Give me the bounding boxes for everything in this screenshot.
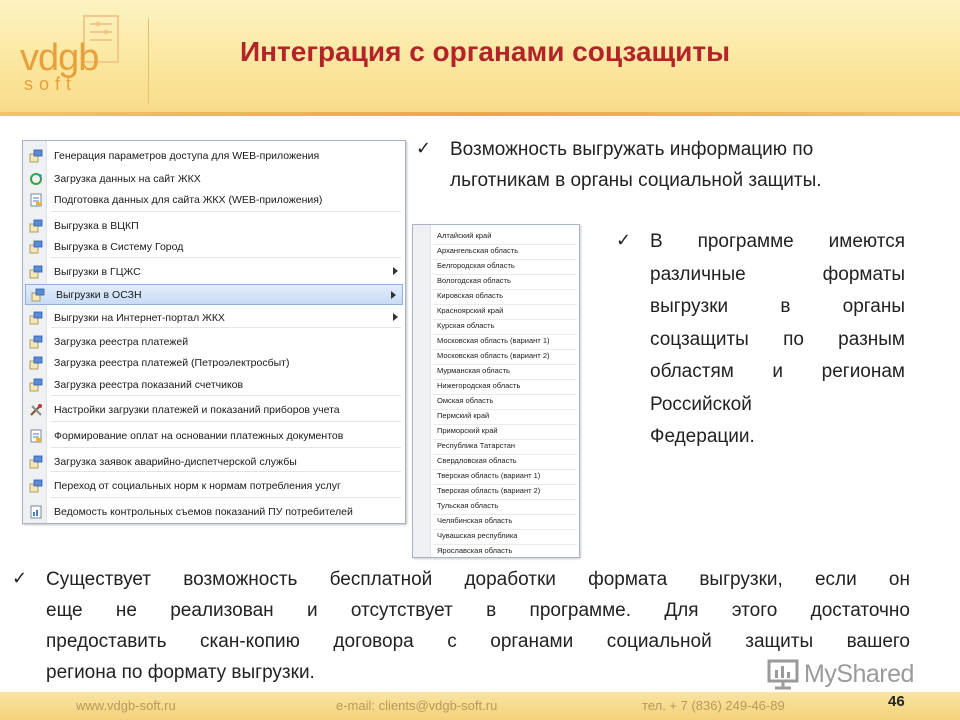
submenu-arrow-icon xyxy=(393,267,398,275)
menu-item[interactable] xyxy=(24,501,404,522)
header-divider-line xyxy=(0,112,960,116)
menu-item[interactable] xyxy=(25,284,403,305)
menu-item-label: Ведомость контрольных съемов показаний ПУ потребителей xyxy=(54,505,353,518)
menu-item-label: Настройки загрузки платежей и показаний приборов учета xyxy=(54,403,340,416)
menu-item-label: Генерация параметров доступа для WEB-приложения xyxy=(54,149,320,162)
menu-item[interactable] xyxy=(24,399,404,420)
menu-item[interactable] xyxy=(24,145,404,166)
region-item[interactable]: Чувашская республика xyxy=(437,531,518,540)
region-item[interactable]: Вологодская область xyxy=(437,276,511,285)
myshared-watermark xyxy=(766,654,936,694)
key-icon xyxy=(28,454,44,470)
region-separator xyxy=(433,259,577,260)
key-icon xyxy=(28,218,44,234)
bullet-line: региона по формату выгрузки. xyxy=(46,662,315,683)
region-list-strip xyxy=(413,225,431,557)
region-separator xyxy=(433,454,577,455)
region-separator xyxy=(433,469,577,470)
menu-item-label: Выгрузки на Интернет-портал ЖКХ xyxy=(54,311,225,324)
menu-item[interactable] xyxy=(24,261,404,282)
watermark-text: MyShared xyxy=(804,659,914,688)
refresh-icon xyxy=(28,171,44,187)
region-separator xyxy=(433,559,577,560)
bullet-line: В программе имеются xyxy=(650,231,905,252)
checkmark-icon: ✓ xyxy=(616,230,632,251)
menu-separator xyxy=(51,257,401,258)
region-item[interactable]: Свердловская область xyxy=(437,456,517,465)
menu-item[interactable] xyxy=(24,189,404,210)
region-item[interactable]: Красноярский край xyxy=(437,306,504,315)
bullet-export-info xyxy=(450,134,930,196)
menu-item[interactable] xyxy=(24,331,404,352)
region-separator xyxy=(433,349,577,350)
key-icon xyxy=(28,239,44,255)
region-item[interactable]: Тульская область xyxy=(437,501,499,510)
checkmark-icon: ✓ xyxy=(416,138,432,159)
region-list xyxy=(412,224,580,558)
menu-item[interactable] xyxy=(24,215,404,236)
key-icon xyxy=(28,377,44,393)
bullet-line: Федерации. xyxy=(650,426,755,447)
key-icon xyxy=(28,478,44,494)
document-icon xyxy=(28,192,44,208)
region-separator xyxy=(433,394,577,395)
menu-item[interactable] xyxy=(24,475,404,496)
menu-item-label: Формирование оплат на основании платежных документов xyxy=(54,429,344,442)
region-separator xyxy=(433,334,577,335)
menu-separator xyxy=(51,395,401,396)
key-icon xyxy=(28,334,44,350)
document-icon xyxy=(28,428,44,444)
menu-item[interactable] xyxy=(24,236,404,257)
checkmark-icon: ✓ xyxy=(12,568,28,589)
region-item[interactable]: Кировская область xyxy=(437,291,504,300)
menu-item-label: Выгрузки в ОСЗН xyxy=(56,288,142,301)
bullet-line: льготникам в органы социальной защиты. xyxy=(450,170,822,191)
region-item[interactable]: Белгородская область xyxy=(437,261,515,270)
bullet-line: Существует возможность бесплатной доработки формата выгрузки, если он xyxy=(46,569,910,590)
menu-item-label: Выгрузка в Систему Город xyxy=(54,240,184,253)
page-number: 46 xyxy=(888,693,905,710)
region-item[interactable]: Мурманская область xyxy=(437,366,510,375)
menu-item[interactable] xyxy=(24,352,404,373)
region-separator xyxy=(433,439,577,440)
region-separator xyxy=(433,514,577,515)
key-icon xyxy=(30,287,46,303)
region-item[interactable]: Нижегородская область xyxy=(437,381,521,390)
region-item[interactable]: Приморский край xyxy=(437,426,498,435)
region-separator xyxy=(433,409,577,410)
menu-item[interactable] xyxy=(24,307,404,328)
bullet-formats xyxy=(650,226,905,454)
menu-item[interactable] xyxy=(24,425,404,446)
menu-item-label: Загрузка реестра показаний счетчиков xyxy=(54,378,244,391)
footer-website-link[interactable]: www.vdgb-soft.ru xyxy=(76,698,176,713)
logo-divider xyxy=(148,18,149,104)
region-item[interactable]: Омская область xyxy=(437,396,494,405)
submenu-arrow-icon xyxy=(393,313,398,321)
region-separator xyxy=(433,244,577,245)
region-separator xyxy=(433,424,577,425)
menu-item[interactable] xyxy=(24,374,404,395)
region-item[interactable]: Курская область xyxy=(437,321,495,330)
footer-email-link[interactable]: e-mail: clients@vdgb-soft.ru xyxy=(336,698,498,713)
region-item[interactable]: Ярославская область xyxy=(437,546,513,555)
bullet-line: областям и регионам xyxy=(650,361,905,382)
region-separator xyxy=(433,289,577,290)
logo-brand-top: vdgb xyxy=(20,37,99,79)
menu-separator xyxy=(51,447,401,448)
tools-icon xyxy=(28,402,44,418)
region-item[interactable]: Архангельская область xyxy=(437,246,519,255)
bullet-line: различные форматы xyxy=(650,263,905,285)
region-item[interactable]: Пермский край xyxy=(437,411,490,420)
report-icon xyxy=(28,504,44,520)
region-separator xyxy=(433,379,577,380)
region-separator xyxy=(433,484,577,485)
key-icon xyxy=(28,310,44,326)
page-title: Интеграция с органами соцзащиты xyxy=(240,36,730,67)
menu-item-label: Загрузка реестра платежей xyxy=(54,335,189,348)
menu-item-label: Загрузка заявок аварийно-диспетчерской службы xyxy=(54,455,297,468)
region-separator xyxy=(433,304,577,305)
bullet-line: Возможность выгружать информацию по xyxy=(450,139,814,160)
region-separator xyxy=(433,364,577,365)
region-item[interactable]: Республика Татарстан xyxy=(437,441,516,450)
key-icon xyxy=(28,148,44,164)
logo-brand-bottom: soft xyxy=(24,74,78,94)
region-separator xyxy=(433,499,577,500)
bullet-line: выгрузки в органы xyxy=(650,296,905,317)
presentation-icon xyxy=(766,658,800,690)
menu-item-label: Загрузка данных на сайт ЖКХ xyxy=(54,172,201,185)
menu-item-label: Переход от социальных норм к нормам потребления услуг xyxy=(54,479,341,492)
region-item[interactable]: Московская область (вариант 2) xyxy=(437,351,550,360)
menu-item-label: Подготовка данных для сайта ЖКХ (WEB-приложения) xyxy=(54,193,323,206)
footer-phone: тел. + 7 (836) 249-46-89 xyxy=(642,698,785,713)
region-separator xyxy=(433,274,577,275)
menu-item-label: Выгрузки в ГЦЖС xyxy=(54,265,141,278)
menu-item[interactable] xyxy=(24,451,404,472)
bullet-line: предоставить скан-копию договора с органами социальной защиты вашего xyxy=(46,631,910,652)
menu-item-label: Выгрузка в ВЦКП xyxy=(54,219,139,232)
region-item[interactable]: Алтайский край xyxy=(437,231,492,240)
submenu-arrow-icon xyxy=(391,291,396,299)
menu-item[interactable] xyxy=(24,168,404,189)
key-icon xyxy=(28,264,44,280)
region-item[interactable]: Тверская область (вариант 1) xyxy=(437,471,541,480)
region-item[interactable]: Тверская область (вариант 2) xyxy=(437,486,541,495)
menu-separator xyxy=(51,211,401,212)
key-icon xyxy=(28,355,44,371)
region-separator xyxy=(433,529,577,530)
region-separator xyxy=(433,319,577,320)
region-item[interactable]: Челябинская область xyxy=(437,516,513,525)
menu-item-label: Загрузка реестра платежей (Петроэлектросбыт) xyxy=(54,356,290,369)
export-menu xyxy=(22,140,406,524)
bullet-line: соцзащиты по разным xyxy=(650,328,905,350)
region-separator xyxy=(433,544,577,545)
region-item[interactable]: Московская область (вариант 1) xyxy=(437,336,550,345)
bullet-line: Российской xyxy=(650,393,752,415)
menu-separator xyxy=(51,497,401,498)
bullet-line: еще не реализован и отсутствует в программе. Для этого достаточно xyxy=(46,600,910,621)
menu-separator xyxy=(51,421,401,422)
vdgb-logo xyxy=(18,14,143,104)
